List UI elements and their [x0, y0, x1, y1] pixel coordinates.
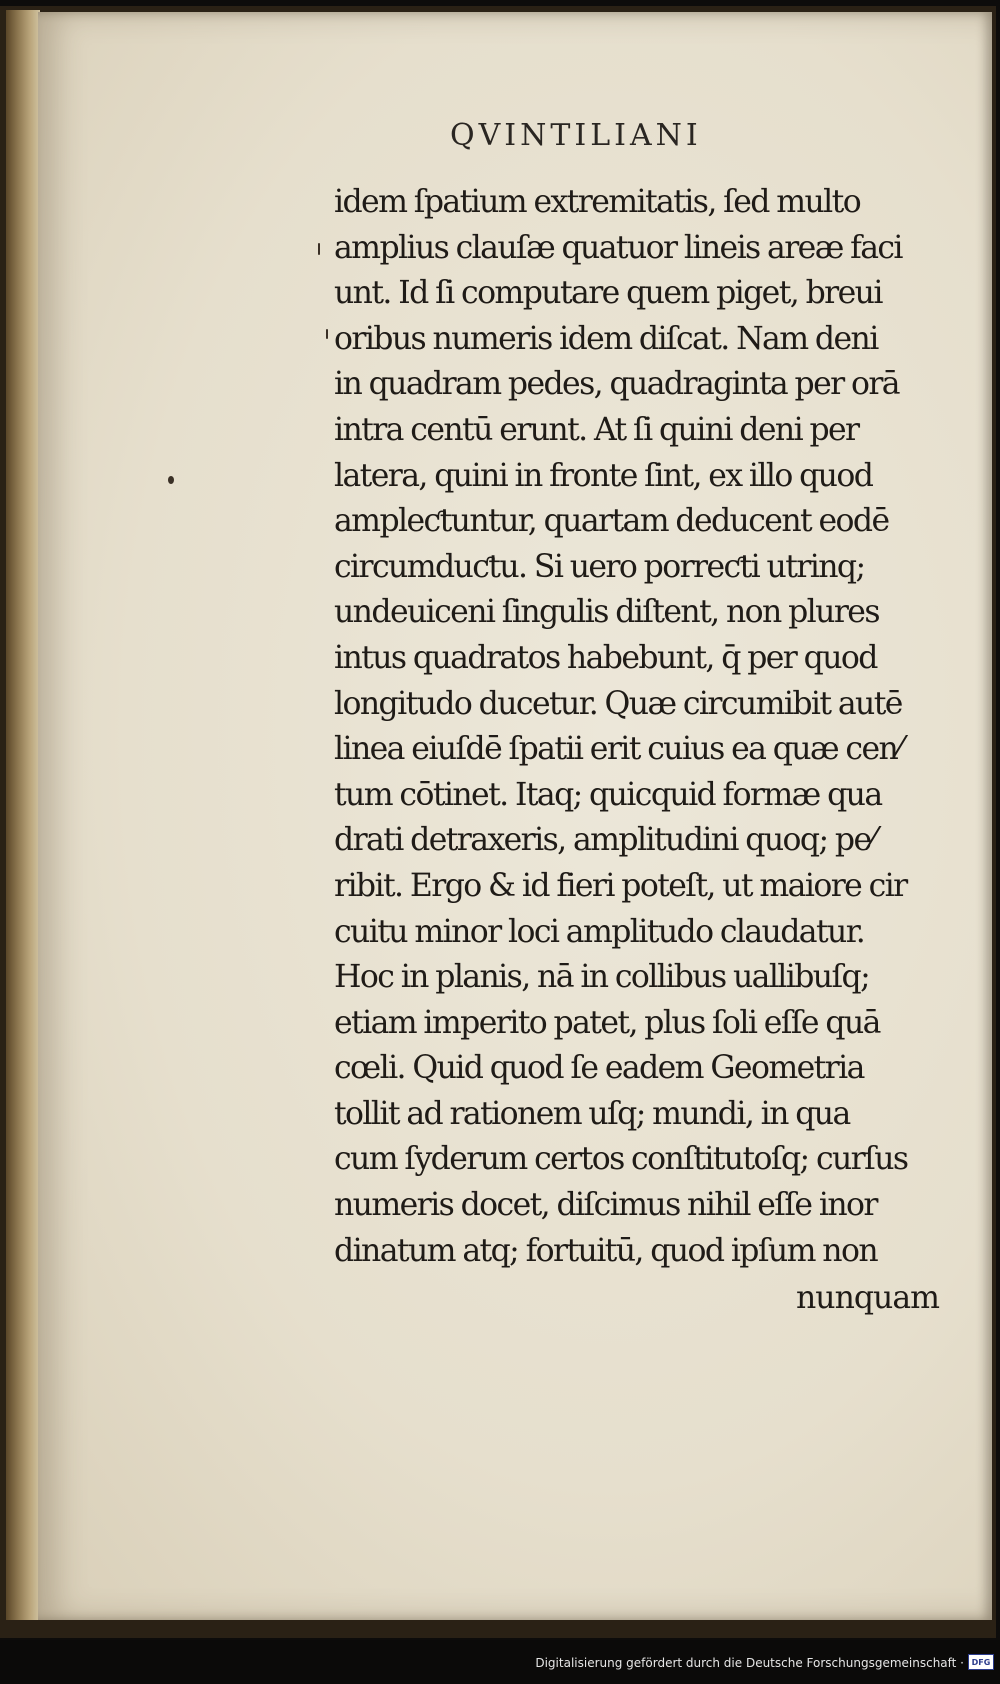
text-line: cœli. Quid quod ſe eadem Geometria — [334, 1050, 864, 1087]
text-line: ribit. Ergo & id fieri poteſt, ut maiore cir — [334, 867, 907, 904]
text-line: cuitu minor loci amplitudo claudatur. — [334, 913, 865, 950]
text-line: idem ſpatium extremitatis, ſed multo — [334, 184, 861, 220]
text-line: intus quadratos habebunt, q̄ per quod — [334, 639, 877, 676]
dfg-logo-icon — [968, 1654, 994, 1670]
margin-ink-speck — [168, 476, 174, 484]
text-line: tum cōtinet. Itaq; quicquid formæ qua — [334, 776, 882, 813]
text-line: circumduƈtu. Si uero porreƈti utrinq; — [334, 548, 865, 585]
margin-ink-speck — [318, 243, 320, 255]
text-line: longitudo ducetur. Quæ circumibit autē — [334, 685, 902, 722]
text-line: intra centū erunt. At ſi quini deni per — [334, 411, 859, 448]
running-head: QVINTILIANI — [450, 118, 702, 153]
text-line: ampleƈtuntur, quartam deducent eodē — [334, 503, 889, 540]
text-line: in quadram pedes, quadraginta per orā — [334, 366, 899, 403]
dfg-logo-text: DFG — [971, 1657, 991, 1667]
text-line: Hoc in planis, nā in collibus uallibuſq; — [334, 959, 870, 996]
catchword: nunquam — [796, 1280, 939, 1316]
funding-credit: Digitalisierung gefördert durch die Deutsche Forschungsgemeinschaft · — [535, 1656, 964, 1670]
text-line: unt. Id ſi computare quem piget, breui — [334, 275, 882, 312]
page-fore-edge — [6, 10, 40, 1620]
text-line: oribus numeris idem diſcat. Nam deni — [334, 320, 878, 357]
text-line: cum ſyderum certos conſtitutoſq; curſus — [334, 1141, 908, 1178]
text-line: amplius clauſæ quatuor lineis areæ faci — [334, 229, 902, 266]
footer-bar — [0, 1652, 1000, 1684]
text-line: dinatum atq; fortuitū, quod ipſum non — [334, 1232, 878, 1269]
text-line: drati detraxeris, amplitudini quoq; pe⁄ — [334, 822, 875, 859]
text-line: linea eiuſdē ſpatii erit cuius ea quæ cen⁄ — [334, 731, 901, 768]
text-line: tollit ad rationem uſq; mundi, in qua — [334, 1095, 850, 1132]
text-line: etiam imperito patet, plus ſoli eſſe quā — [334, 1004, 880, 1041]
text-line: numeris docet, diſcimus nihil eſſe inor — [334, 1187, 877, 1224]
margin-ink-speck — [326, 329, 328, 339]
text-line: undeuiceni ſingulis diſtent, non plures — [334, 594, 879, 631]
text-line: latera, quini in fronte ſint, ex illo quod — [334, 457, 873, 494]
text-block — [334, 180, 974, 1274]
